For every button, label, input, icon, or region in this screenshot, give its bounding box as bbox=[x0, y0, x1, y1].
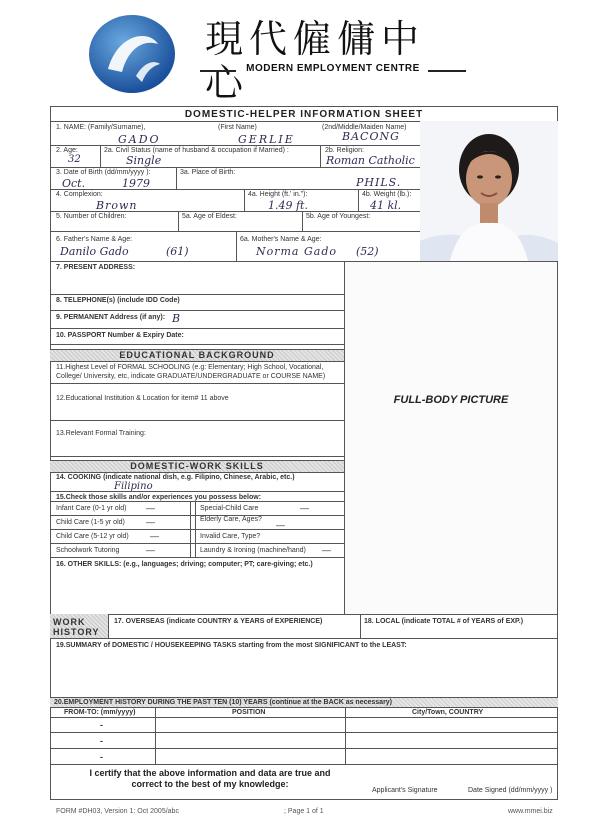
mother-age-value: (52) bbox=[356, 245, 379, 258]
children-label: 5. Number of Children: bbox=[56, 213, 127, 220]
skill-schoolwork-tutoring: Schoolwork Tutoring bbox=[56, 547, 120, 554]
middle-name-value: BACONG bbox=[342, 130, 400, 143]
age-label: 2. Age: bbox=[56, 147, 78, 154]
eldest-label: 5a. Age of Eldest: bbox=[182, 213, 237, 220]
skill-elderly-care-mark: — bbox=[276, 520, 285, 530]
website: www.mmei.biz bbox=[508, 808, 553, 815]
first-name-value: GERLIE bbox=[238, 133, 295, 146]
employment-row-2: - bbox=[100, 736, 103, 746]
work-history-title: WORK HISTORY bbox=[53, 617, 100, 637]
employment-row-3: - bbox=[100, 752, 103, 762]
age-value: 32 bbox=[68, 154, 81, 165]
educational-background-band bbox=[50, 349, 344, 362]
skill-child-care-5-12: Child Care (5-12 yr old) bbox=[56, 533, 129, 540]
permanent-address-value: B bbox=[172, 312, 181, 325]
date-signed-label: Date Signed (dd/mm/yyyy ) bbox=[468, 787, 553, 794]
certify-line-1: I certify that the above information and data are true and bbox=[89, 768, 331, 778]
mother-name-value: Norma Gado bbox=[256, 245, 338, 258]
first-name-label: (First Name) bbox=[218, 124, 257, 131]
employment-row-1: - bbox=[100, 720, 103, 730]
dob-year-value: 1979 bbox=[122, 177, 150, 190]
youngest-label: 5b. Age of Youngest: bbox=[306, 213, 371, 220]
check-skills-label: 15.Check those skills and/or experiences you possess below: bbox=[56, 494, 262, 501]
page-number: ; Page 1 of 1 bbox=[284, 808, 324, 815]
training-label: 13.Relevant Formal Training: bbox=[56, 430, 146, 437]
skill-schoolwork-tutoring-mark: — bbox=[146, 545, 155, 555]
domestic-work-skills-title: DOMESTIC-WORK SKILLS bbox=[130, 461, 264, 471]
dob-label: 3. Date of Birth (dd/mm/yyyy ): bbox=[56, 169, 151, 176]
height-label: 4a. Height (ft.' in."): bbox=[248, 191, 308, 198]
complexion-value: Brown bbox=[96, 199, 138, 212]
skill-child-care-5-12-mark: — bbox=[150, 531, 159, 541]
city-country-header: City/Town, COUNTRY bbox=[412, 709, 484, 716]
summary-label: 19.SUMMARY of DOMESTIC / HOUSEKEEPING TASKS starting from the most SIGNIFICANT to the LEAST: bbox=[56, 642, 407, 649]
local-label: 18. LOCAL (indicate TOTAL # of YEARS of EXP.) bbox=[364, 618, 524, 625]
educational-background-title: EDUCATIONAL BACKGROUND bbox=[119, 350, 275, 360]
full-body-picture-area bbox=[345, 262, 557, 614]
weight-label: 4b. Weight (lb.): bbox=[362, 191, 412, 198]
skill-laundry-ironing: Laundry & Ironing (machine/hand) bbox=[200, 547, 306, 554]
place-of-birth-label: 3a. Place of Birth: bbox=[180, 169, 236, 176]
skill-infant-care: Infant Care (0-1 yr old) bbox=[56, 505, 127, 512]
certify-line-2: correct to the best of my knowledge: bbox=[131, 779, 289, 789]
company-chinese-name: 現代僱傭中心 bbox=[205, 17, 426, 105]
telephone-label: 8. TELEPHONE(s) (include IDD Code) bbox=[56, 297, 180, 304]
civil-status-label: 2a. Civil Status (name of husband & occupation if Married) : bbox=[104, 147, 289, 154]
full-body-picture-label: FULL-BODY PICTURE bbox=[393, 394, 509, 406]
father-age-value: (61) bbox=[166, 245, 189, 258]
religion-label: 2b. Religion: bbox=[325, 147, 364, 154]
skill-child-care-1-5-mark: — bbox=[146, 517, 155, 527]
company-english-name: MODERN EMPLOYMENT CENTRE bbox=[246, 63, 420, 74]
civil-status-value: Single bbox=[126, 154, 162, 167]
work-history-band bbox=[50, 614, 108, 638]
height-value: 1.49 ft. bbox=[268, 199, 308, 212]
dob-day-month-value: Oct. bbox=[62, 177, 86, 190]
father-name-value: Danilo Gado bbox=[60, 245, 129, 258]
cooking-value: Filipino bbox=[114, 481, 153, 492]
mother-label: 6a. Mother's Name & Age: bbox=[240, 236, 322, 243]
institution-label: 12.Educational Institution & Location for item# 11 above bbox=[56, 395, 229, 402]
passport-label: 10. PASSPORT Number & Expiry Date: bbox=[56, 332, 184, 339]
permanent-address-label: 9. PERMANENT Address (if any): bbox=[56, 314, 166, 321]
skill-child-care-1-5: Child Care (1-5 yr old) bbox=[56, 519, 125, 526]
father-label: 6. Father's Name & Age: bbox=[56, 236, 133, 243]
skill-special-child-care-mark: — bbox=[300, 503, 309, 513]
applicant-photo bbox=[420, 121, 558, 261]
skill-special-child-care: Special-Child Care bbox=[200, 505, 259, 512]
middle-name-label: (2nd/Middle/Maiden Name) bbox=[322, 124, 407, 131]
company-logo bbox=[88, 14, 176, 94]
overseas-label: 17. OVERSEAS (indicate COUNTRY & YEARS of EXPERIENCE) bbox=[114, 618, 323, 625]
form-title: DOMESTIC-HELPER INFORMATION SHEET bbox=[184, 109, 424, 120]
cooking-label: 14. COOKING (indicate national dish, e.g. Filipino, Chinese, Arabic, etc.) bbox=[56, 474, 295, 481]
present-address-label: 7. PRESENT ADDRESS: bbox=[56, 264, 136, 271]
employment-history-label: 20.EMPLOYMENT HISTORY DURING THE PAST TEN (10) YEARS (continue at the BACK as necessary) bbox=[54, 699, 393, 706]
position-header: POSITION bbox=[232, 709, 266, 716]
form-code: FORM #DH03, Version 1: Oct 2005/abc bbox=[56, 808, 179, 815]
applicant-signature-label: Applicant's Signature bbox=[372, 787, 438, 794]
surname-value: GADO bbox=[118, 133, 161, 146]
schooling-label: 11.Highest Level of FORMAL SCHOOLING (e.g: Elementary; High School, Vocational, College/ University, etc, indicate GRADUATE/UNDERGRADUATE or COURSE NAME) bbox=[56, 364, 326, 380]
place-of-birth-value: PHILS. bbox=[356, 176, 402, 189]
religion-value: Roman Catholic bbox=[326, 154, 415, 167]
domestic-work-skills-band bbox=[50, 460, 344, 473]
skill-invalid-care: Invalid Care, Type? bbox=[200, 533, 261, 540]
skill-infant-care-mark: — bbox=[146, 503, 155, 513]
skill-elderly-care: Elderly Care, Ages? bbox=[200, 516, 262, 523]
from-to-header: FROM-TO: (mm/yyyy) bbox=[64, 709, 136, 716]
name-label: 1. NAME: (Family/Surname), bbox=[56, 124, 146, 131]
skill-laundry-ironing-mark: — bbox=[322, 545, 331, 555]
weight-value: 41 kl. bbox=[370, 199, 402, 212]
complexion-label: 4. Complexion: bbox=[56, 191, 103, 198]
other-skills-label: 16. OTHER SKILLS: (e.g., languages; driving; computer; PT; care-giving; etc.) bbox=[56, 561, 313, 568]
